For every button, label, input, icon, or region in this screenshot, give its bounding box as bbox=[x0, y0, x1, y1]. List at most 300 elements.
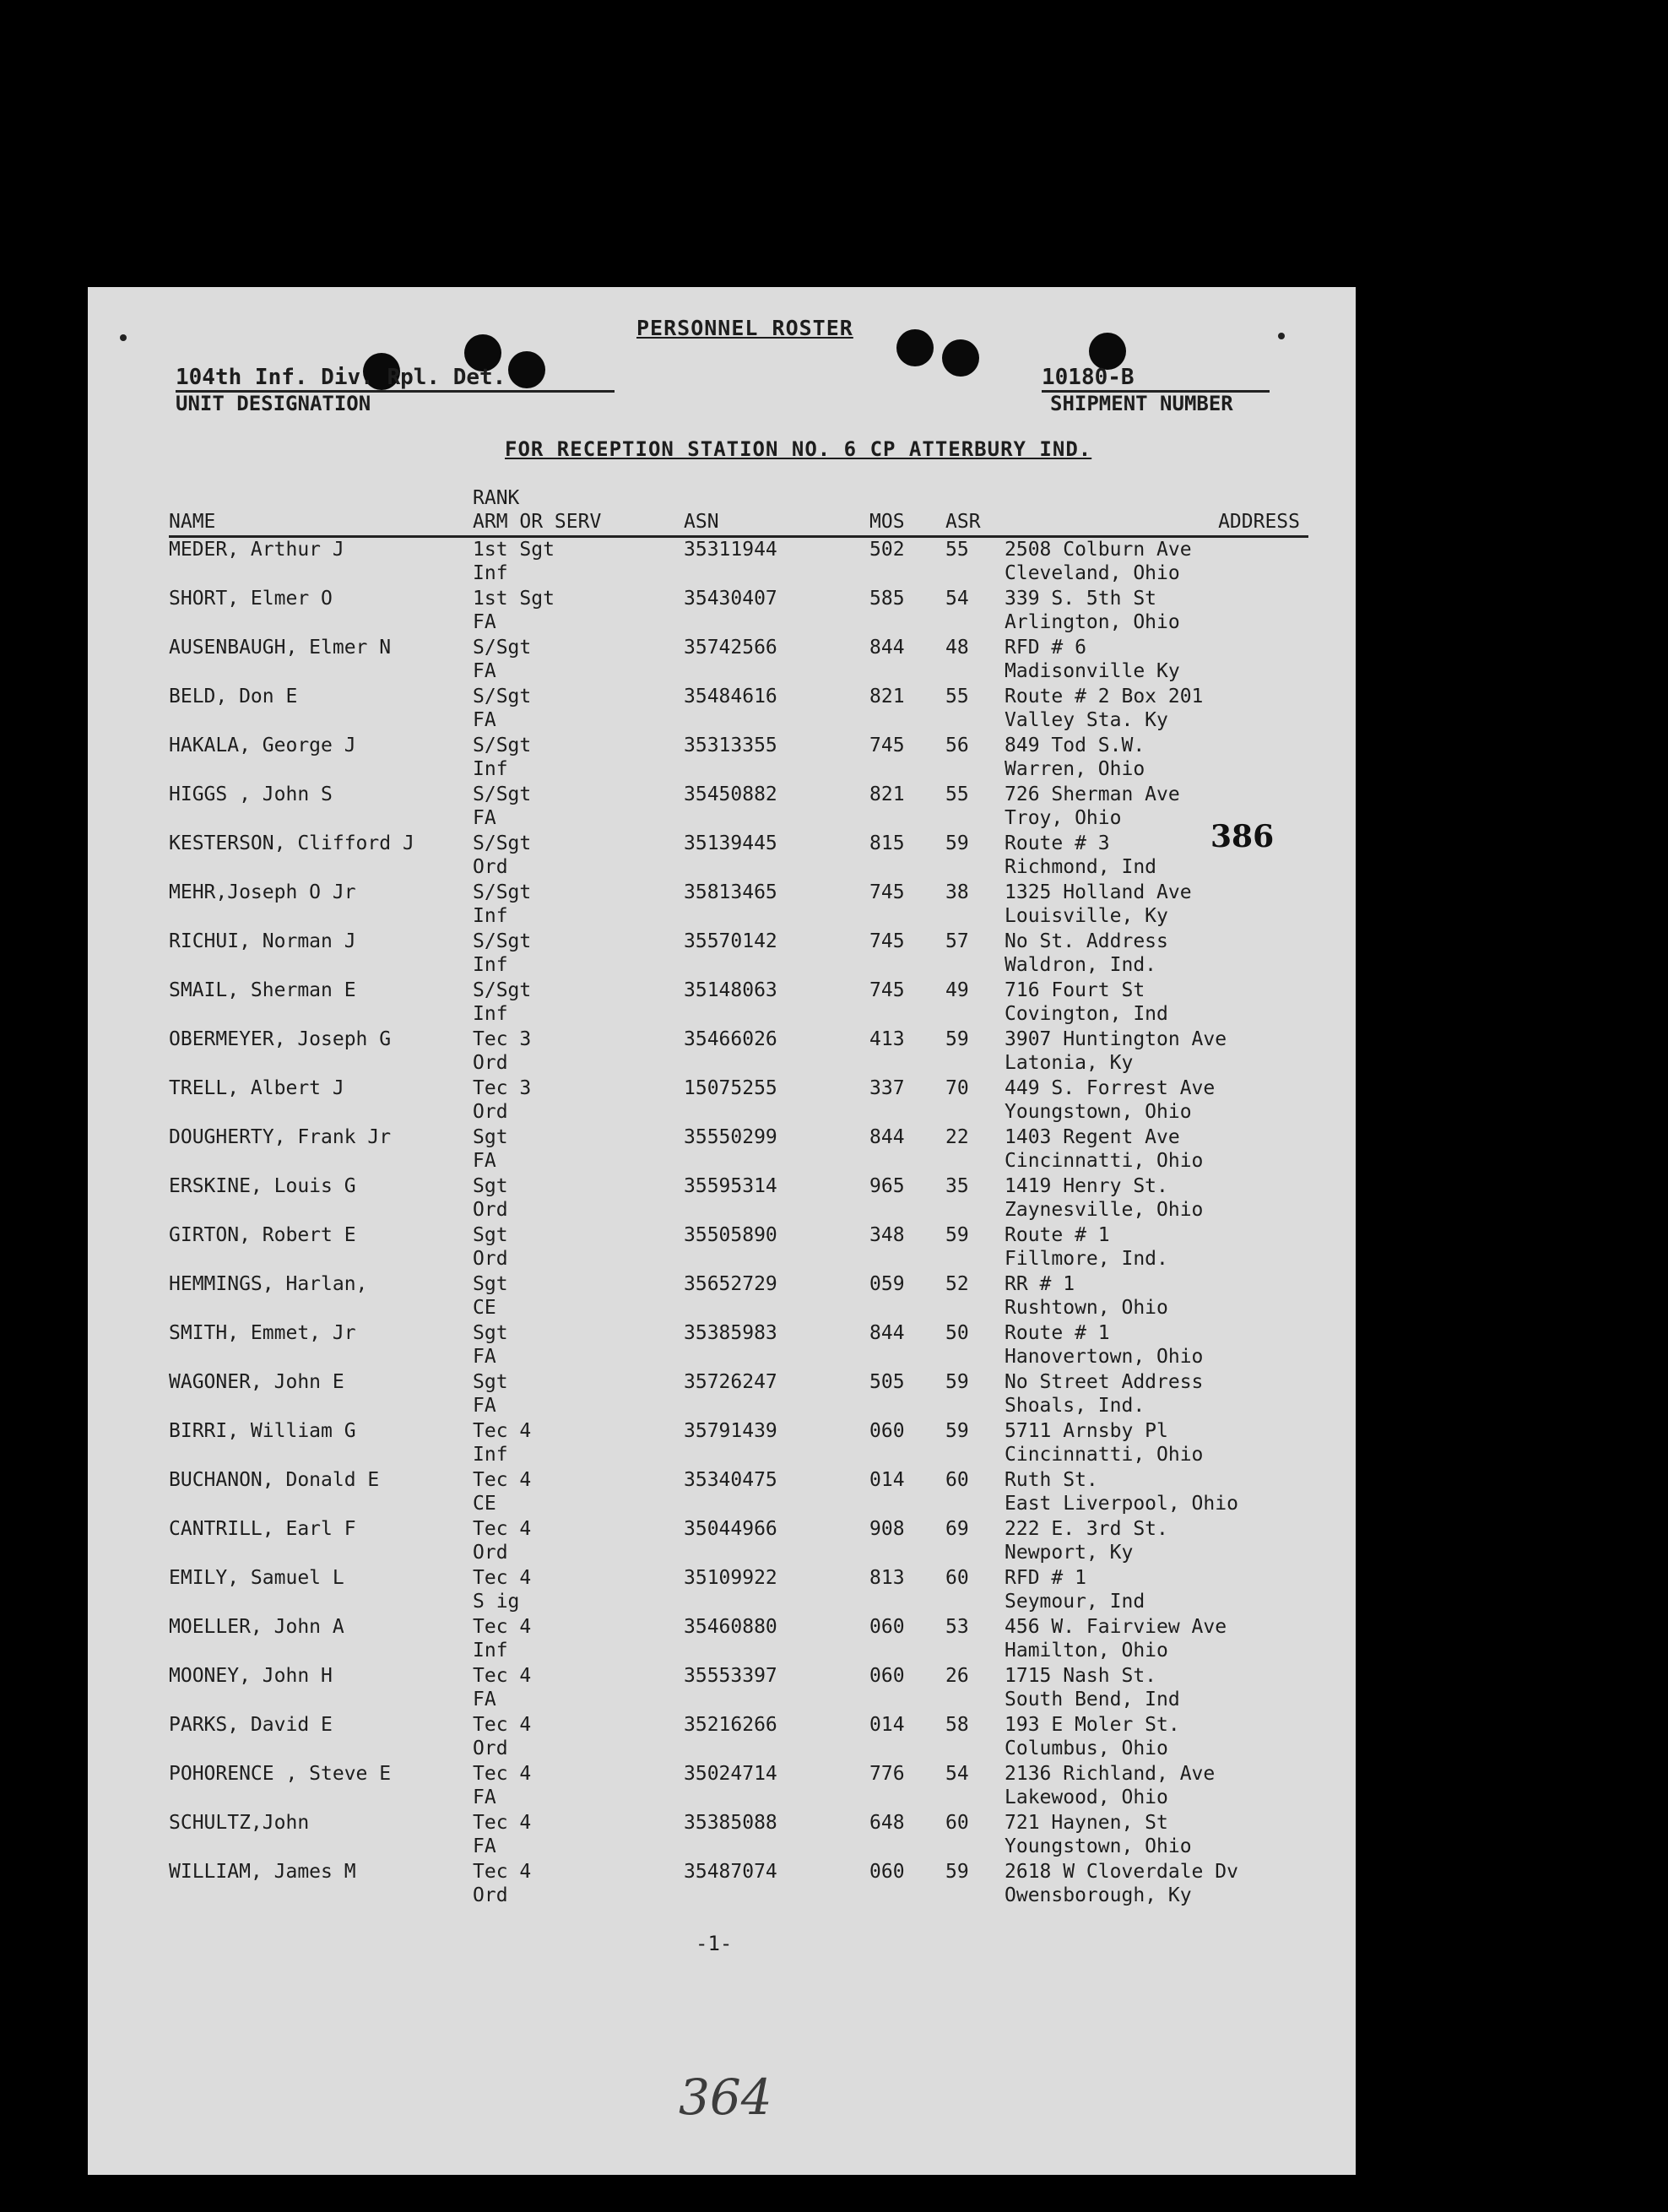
name-cell bbox=[169, 1517, 473, 1566]
soldier-arm: Inf bbox=[473, 954, 508, 976]
asn-cell bbox=[684, 1370, 869, 1419]
addr-cell bbox=[1005, 1566, 1308, 1615]
soldier-asn: 35505890 bbox=[684, 1224, 777, 1246]
address-line-1: 1419 Henry St. bbox=[1005, 1175, 1168, 1197]
asn-cell bbox=[684, 537, 869, 588]
asr-cell bbox=[945, 881, 1005, 930]
speck bbox=[1278, 333, 1285, 339]
soldier-rank: Tec 4 bbox=[473, 1861, 532, 1883]
soldier-rank: Sgt bbox=[473, 1273, 508, 1295]
mos-cell bbox=[869, 1468, 945, 1517]
mos-cell bbox=[869, 979, 945, 1027]
address-line-1: 193 E Moler St. bbox=[1005, 1714, 1180, 1736]
address-line-2: Lakewood, Ohio bbox=[1005, 1786, 1168, 1808]
soldier-name: TRELL, Albert J bbox=[169, 1077, 344, 1099]
soldier-name: OBERMEYER, Joseph G bbox=[169, 1028, 392, 1050]
address-line-1: 222 E. 3rd St. bbox=[1005, 1518, 1168, 1540]
soldier-asr: 48 bbox=[945, 637, 969, 659]
soldier-mos: 844 bbox=[869, 1126, 905, 1148]
soldier-name: RICHUI, Norman J bbox=[169, 930, 356, 952]
mos-cell bbox=[869, 537, 945, 588]
rank-cell bbox=[473, 1321, 684, 1370]
address-line-2: Richmond, Ind bbox=[1005, 856, 1157, 878]
addr-cell bbox=[1005, 1517, 1308, 1566]
soldier-mos: 745 bbox=[869, 930, 905, 952]
asn-cell bbox=[684, 1076, 869, 1125]
soldier-asr: 70 bbox=[945, 1077, 969, 1099]
address-line-1: 3907 Huntington Ave bbox=[1005, 1028, 1227, 1050]
table-row bbox=[169, 832, 1308, 881]
asn-cell bbox=[684, 1419, 869, 1468]
name-cell bbox=[169, 1125, 473, 1174]
soldier-asn: 35466026 bbox=[684, 1028, 777, 1050]
address-line-1: RR # 1 bbox=[1005, 1273, 1075, 1295]
soldier-asn: 35813465 bbox=[684, 881, 777, 903]
col-rank-header bbox=[473, 486, 684, 537]
rank-cell bbox=[473, 783, 684, 832]
soldier-name: SMITH, Emmet, Jr bbox=[169, 1322, 356, 1344]
handwritten-number: 364 bbox=[679, 2068, 772, 2126]
asr-cell bbox=[945, 832, 1005, 881]
soldier-name: MOELLER, John A bbox=[169, 1616, 344, 1638]
addr-cell bbox=[1005, 1664, 1308, 1713]
soldier-mos: 060 bbox=[869, 1616, 905, 1638]
asn-cell bbox=[684, 1566, 869, 1615]
soldier-arm: FA bbox=[473, 1786, 496, 1808]
soldier-name: PARKS, David E bbox=[169, 1714, 333, 1736]
soldier-asn: 35313355 bbox=[684, 735, 777, 756]
soldier-asn: 35550299 bbox=[684, 1126, 777, 1148]
soldier-mos: 908 bbox=[869, 1518, 905, 1540]
name-cell bbox=[169, 783, 473, 832]
address-line-1: Route # 1 bbox=[1005, 1322, 1110, 1344]
name-cell bbox=[169, 979, 473, 1027]
addr-cell bbox=[1005, 537, 1308, 588]
soldier-asr: 69 bbox=[945, 1518, 969, 1540]
name-cell bbox=[169, 1664, 473, 1713]
table-row bbox=[169, 1811, 1308, 1860]
soldier-asn: 35340475 bbox=[684, 1469, 777, 1491]
soldier-asr: 53 bbox=[945, 1616, 969, 1638]
soldier-mos: 815 bbox=[869, 832, 905, 854]
asr-cell bbox=[945, 734, 1005, 783]
soldier-name: BUCHANON, Donald E bbox=[169, 1469, 380, 1491]
soldier-arm: Inf bbox=[473, 1003, 508, 1025]
soldier-arm: CE bbox=[473, 1297, 496, 1319]
col-name-header: NAME bbox=[169, 486, 473, 537]
soldier-asr: 22 bbox=[945, 1126, 969, 1148]
address-line-2: Fillmore, Ind. bbox=[1005, 1248, 1168, 1270]
soldier-asr: 26 bbox=[945, 1665, 969, 1687]
addr-cell bbox=[1005, 1713, 1308, 1762]
soldier-rank: Sgt bbox=[473, 1126, 508, 1148]
name-cell bbox=[169, 1762, 473, 1811]
soldier-asn: 35139445 bbox=[684, 832, 777, 854]
soldier-rank: Sgt bbox=[473, 1175, 508, 1197]
asr-cell bbox=[945, 537, 1005, 588]
address-line-2: Cincinnatti, Ohio bbox=[1005, 1150, 1204, 1172]
asn-cell bbox=[684, 783, 869, 832]
table-row bbox=[169, 1027, 1308, 1076]
rank-cell bbox=[473, 1664, 684, 1713]
asn-cell bbox=[684, 1321, 869, 1370]
soldier-mos: 348 bbox=[869, 1224, 905, 1246]
asr-cell bbox=[945, 1713, 1005, 1762]
soldier-arm: Ord bbox=[473, 1199, 508, 1221]
mos-cell bbox=[869, 1664, 945, 1713]
soldier-arm: Ord bbox=[473, 856, 508, 878]
soldier-mos: 014 bbox=[869, 1714, 905, 1736]
asn-cell bbox=[684, 1272, 869, 1321]
soldier-name: HEMMINGS, Harlan, bbox=[169, 1273, 368, 1295]
mos-cell bbox=[869, 1517, 945, 1566]
asr-cell bbox=[945, 930, 1005, 979]
soldier-arm: Inf bbox=[473, 905, 508, 927]
soldier-arm: FA bbox=[473, 807, 496, 829]
asr-cell bbox=[945, 1566, 1005, 1615]
shipment-number-label: SHIPMENT NUMBER bbox=[1050, 392, 1233, 415]
rank-cell bbox=[473, 734, 684, 783]
address-line-2: Rushtown, Ohio bbox=[1005, 1297, 1168, 1319]
soldier-name: SHORT, Elmer O bbox=[169, 588, 333, 610]
rank-cell bbox=[473, 1272, 684, 1321]
soldier-mos: 060 bbox=[869, 1665, 905, 1687]
soldier-mos: 844 bbox=[869, 1322, 905, 1344]
name-cell bbox=[169, 685, 473, 734]
address-line-2: Owensborough, Ky bbox=[1005, 1884, 1192, 1906]
soldier-mos: 060 bbox=[869, 1861, 905, 1883]
table-row bbox=[169, 1664, 1308, 1713]
asn-cell bbox=[684, 881, 869, 930]
table-row bbox=[169, 979, 1308, 1027]
soldier-arm: Ord bbox=[473, 1101, 508, 1123]
soldier-asn: 35595314 bbox=[684, 1175, 777, 1197]
soldier-rank: Tec 4 bbox=[473, 1812, 532, 1834]
soldier-name: ERSKINE, Louis G bbox=[169, 1175, 356, 1197]
table-row bbox=[169, 685, 1308, 734]
soldier-asr: 55 bbox=[945, 539, 969, 561]
rank-cell bbox=[473, 685, 684, 734]
soldier-asn: 35450882 bbox=[684, 783, 777, 805]
address-line-2: Cincinnatti, Ohio bbox=[1005, 1444, 1204, 1466]
table-row bbox=[169, 1615, 1308, 1664]
soldier-asr: 59 bbox=[945, 1224, 969, 1246]
soldier-name: MEDER, Arthur J bbox=[169, 539, 344, 561]
soldier-asn: 35024714 bbox=[684, 1763, 777, 1785]
addr-cell bbox=[1005, 1419, 1308, 1468]
asn-cell bbox=[684, 734, 869, 783]
stamp-number: 386 bbox=[1210, 819, 1275, 854]
soldier-rank: S/Sgt bbox=[473, 832, 532, 854]
table-row bbox=[169, 1370, 1308, 1419]
soldier-name: SCHULTZ,John bbox=[169, 1812, 310, 1834]
punch-hole-5 bbox=[942, 339, 979, 377]
soldier-asn: 35791439 bbox=[684, 1420, 777, 1442]
address-line-1: 849 Tod S.W. bbox=[1005, 735, 1145, 756]
col-rank-top-label: RANK bbox=[473, 487, 520, 509]
address-line-1: 716 Fourt St bbox=[1005, 979, 1145, 1001]
address-line-2: Cleveland, Ohio bbox=[1005, 562, 1180, 584]
table-row bbox=[169, 1419, 1308, 1468]
rank-cell bbox=[473, 1419, 684, 1468]
soldier-name: WAGONER, John E bbox=[169, 1371, 344, 1393]
asn-cell bbox=[684, 1762, 869, 1811]
address-line-2: Troy, Ohio bbox=[1005, 807, 1122, 829]
asn-cell bbox=[684, 1027, 869, 1076]
table-row bbox=[169, 1468, 1308, 1517]
asn-cell bbox=[684, 1664, 869, 1713]
reception-station-heading: FOR RECEPTION STATION NO. 6 CP ATTERBURY IND. bbox=[505, 437, 1092, 461]
rank-cell bbox=[473, 1811, 684, 1860]
soldier-asr: 59 bbox=[945, 1861, 969, 1883]
header-row bbox=[169, 486, 1308, 537]
soldier-rank: Tec 4 bbox=[473, 1420, 532, 1442]
soldier-rank: Tec 4 bbox=[473, 1665, 532, 1687]
address-line-2: Youngstown, Ohio bbox=[1005, 1835, 1192, 1857]
soldier-rank: Tec 4 bbox=[473, 1763, 532, 1785]
addr-cell bbox=[1005, 930, 1308, 979]
rank-cell bbox=[473, 636, 684, 685]
soldier-arm: S ig bbox=[473, 1591, 520, 1613]
soldier-mos: 745 bbox=[869, 979, 905, 1001]
address-line-2: South Bend, Ind bbox=[1005, 1689, 1180, 1711]
soldier-arm: Ord bbox=[473, 1248, 508, 1270]
mos-cell bbox=[869, 1713, 945, 1762]
address-line-1: 456 W. Fairview Ave bbox=[1005, 1616, 1227, 1638]
mos-cell bbox=[869, 1615, 945, 1664]
address-line-2: Youngstown, Ohio bbox=[1005, 1101, 1192, 1123]
address-line-1: 726 Sherman Ave bbox=[1005, 783, 1180, 805]
addr-cell bbox=[1005, 685, 1308, 734]
mos-cell bbox=[869, 1762, 945, 1811]
soldier-rank: Tec 3 bbox=[473, 1077, 532, 1099]
soldier-mos: 060 bbox=[869, 1420, 905, 1442]
soldier-mos: 502 bbox=[869, 539, 905, 561]
soldier-arm: FA bbox=[473, 1689, 496, 1711]
name-cell bbox=[169, 636, 473, 685]
soldier-asr: 60 bbox=[945, 1567, 969, 1589]
soldier-name: AUSENBAUGH, Elmer N bbox=[169, 637, 392, 659]
soldier-rank: S/Sgt bbox=[473, 686, 532, 708]
addr-cell bbox=[1005, 1860, 1308, 1909]
asn-cell bbox=[684, 1468, 869, 1517]
asn-cell bbox=[684, 832, 869, 881]
soldier-rank: S/Sgt bbox=[473, 881, 532, 903]
soldier-arm: Inf bbox=[473, 562, 508, 584]
mos-cell bbox=[869, 1125, 945, 1174]
col-asn-header: ASN bbox=[684, 486, 869, 537]
address-line-2: Shoals, Ind. bbox=[1005, 1395, 1145, 1417]
address-line-1: Ruth St. bbox=[1005, 1469, 1098, 1491]
addr-cell bbox=[1005, 881, 1308, 930]
name-cell bbox=[169, 1419, 473, 1468]
table-row bbox=[169, 1517, 1308, 1566]
soldier-asr: 50 bbox=[945, 1322, 969, 1344]
rank-cell bbox=[473, 1370, 684, 1419]
table-row bbox=[169, 1566, 1308, 1615]
asr-cell bbox=[945, 1027, 1005, 1076]
soldier-mos: 776 bbox=[869, 1763, 905, 1785]
rank-cell bbox=[473, 979, 684, 1027]
addr-cell bbox=[1005, 1370, 1308, 1419]
addr-cell bbox=[1005, 1762, 1308, 1811]
asr-cell bbox=[945, 783, 1005, 832]
name-cell bbox=[169, 1370, 473, 1419]
soldier-arm: Ord bbox=[473, 1542, 508, 1564]
soldier-arm: CE bbox=[473, 1493, 496, 1515]
addr-cell bbox=[1005, 734, 1308, 783]
soldier-asr: 54 bbox=[945, 588, 969, 610]
table-row bbox=[169, 1762, 1308, 1811]
mos-cell bbox=[869, 930, 945, 979]
asr-cell bbox=[945, 1664, 1005, 1713]
soldier-asn: 35460880 bbox=[684, 1616, 777, 1638]
table-row bbox=[169, 1076, 1308, 1125]
asn-cell bbox=[684, 685, 869, 734]
roster-body bbox=[169, 537, 1308, 1910]
address-line-2: Madisonville Ky bbox=[1005, 660, 1180, 682]
soldier-rank: S/Sgt bbox=[473, 783, 532, 805]
soldier-rank: Sgt bbox=[473, 1371, 508, 1393]
address-line-2: Louisville, Ky bbox=[1005, 905, 1168, 927]
rank-cell bbox=[473, 930, 684, 979]
addr-cell bbox=[1005, 1811, 1308, 1860]
mos-cell bbox=[869, 734, 945, 783]
table-row bbox=[169, 930, 1308, 979]
mos-cell bbox=[869, 1076, 945, 1125]
address-line-1: Route # 1 bbox=[1005, 1224, 1110, 1246]
rank-cell bbox=[473, 1223, 684, 1272]
mos-cell bbox=[869, 1321, 945, 1370]
soldier-asr: 58 bbox=[945, 1714, 969, 1736]
addr-cell bbox=[1005, 1468, 1308, 1517]
soldier-asn: 35109922 bbox=[684, 1567, 777, 1589]
table-row bbox=[169, 881, 1308, 930]
name-cell bbox=[169, 1566, 473, 1615]
address-line-1: Route # 3 bbox=[1005, 832, 1110, 854]
soldier-mos: 585 bbox=[869, 588, 905, 610]
rank-cell bbox=[473, 1762, 684, 1811]
address-line-1: 2508 Colburn Ave bbox=[1005, 539, 1192, 561]
soldier-arm: Inf bbox=[473, 758, 508, 780]
asn-cell bbox=[684, 1860, 869, 1909]
shipment-number-value: 10180-B bbox=[1042, 365, 1270, 393]
soldier-asn: 35652729 bbox=[684, 1273, 777, 1295]
roster-sheet bbox=[88, 287, 1356, 2175]
rank-cell bbox=[473, 1468, 684, 1517]
mos-cell bbox=[869, 832, 945, 881]
table-row bbox=[169, 537, 1308, 588]
table-row bbox=[169, 1272, 1308, 1321]
punch-hole-4 bbox=[896, 329, 934, 366]
asr-cell bbox=[945, 1223, 1005, 1272]
soldier-name: HAKALA, George J bbox=[169, 735, 356, 756]
soldier-mos: 821 bbox=[869, 783, 905, 805]
soldier-asr: 56 bbox=[945, 735, 969, 756]
address-line-1: No Street Address bbox=[1005, 1371, 1204, 1393]
soldier-asn: 35484616 bbox=[684, 686, 777, 708]
mos-cell bbox=[869, 1223, 945, 1272]
col-asr-header: ASR bbox=[945, 486, 1005, 537]
address-line-1: 339 S. 5th St bbox=[1005, 588, 1157, 610]
name-cell bbox=[169, 587, 473, 636]
name-cell bbox=[169, 537, 473, 588]
col-mos-header: MOS bbox=[869, 486, 945, 537]
soldier-asr: 49 bbox=[945, 979, 969, 1001]
asn-cell bbox=[684, 636, 869, 685]
soldier-rank: Tec 4 bbox=[473, 1616, 532, 1638]
soldier-mos: 745 bbox=[869, 735, 905, 756]
asn-cell bbox=[684, 1615, 869, 1664]
asr-cell bbox=[945, 685, 1005, 734]
asn-cell bbox=[684, 587, 869, 636]
soldier-asr: 55 bbox=[945, 783, 969, 805]
addr-cell bbox=[1005, 1272, 1308, 1321]
name-cell bbox=[169, 734, 473, 783]
address-line-2: Hanovertown, Ohio bbox=[1005, 1346, 1204, 1368]
soldier-rank: 1st Sgt bbox=[473, 588, 555, 610]
mos-cell bbox=[869, 783, 945, 832]
rank-cell bbox=[473, 832, 684, 881]
soldier-asn: 35726247 bbox=[684, 1371, 777, 1393]
soldier-asr: 35 bbox=[945, 1175, 969, 1197]
soldier-asn: 35216266 bbox=[684, 1714, 777, 1736]
table-row bbox=[169, 1223, 1308, 1272]
soldier-name: GIRTON, Robert E bbox=[169, 1224, 356, 1246]
rank-cell bbox=[473, 1517, 684, 1566]
addr-cell bbox=[1005, 1223, 1308, 1272]
address-line-2: Arlington, Ohio bbox=[1005, 611, 1180, 633]
asn-cell bbox=[684, 1125, 869, 1174]
soldier-mos: 413 bbox=[869, 1028, 905, 1050]
rank-cell bbox=[473, 537, 684, 588]
soldier-arm: Ord bbox=[473, 1884, 508, 1906]
soldier-asr: 54 bbox=[945, 1763, 969, 1785]
asr-cell bbox=[945, 587, 1005, 636]
soldier-name: KESTERSON, Clifford J bbox=[169, 832, 414, 854]
soldier-arm: FA bbox=[473, 1346, 496, 1368]
soldier-asn: 15075255 bbox=[684, 1077, 777, 1099]
address-line-2: Waldron, Ind. bbox=[1005, 954, 1157, 976]
soldier-asn: 35553397 bbox=[684, 1665, 777, 1687]
asr-cell bbox=[945, 1811, 1005, 1860]
soldier-asn: 35311944 bbox=[684, 539, 777, 561]
asr-cell bbox=[945, 1076, 1005, 1125]
asr-cell bbox=[945, 1517, 1005, 1566]
soldier-mos: 844 bbox=[869, 637, 905, 659]
address-line-2: Columbus, Ohio bbox=[1005, 1738, 1168, 1759]
soldier-name: MEHR,Joseph O Jr bbox=[169, 881, 356, 903]
table-row bbox=[169, 1321, 1308, 1370]
soldier-name: MOONEY, John H bbox=[169, 1665, 333, 1687]
roster-table bbox=[169, 486, 1308, 1909]
address-line-2: Newport, Ky bbox=[1005, 1542, 1134, 1564]
soldier-asr: 59 bbox=[945, 1420, 969, 1442]
soldier-asn: 35385983 bbox=[684, 1322, 777, 1344]
soldier-asr: 59 bbox=[945, 1028, 969, 1050]
soldier-asr: 57 bbox=[945, 930, 969, 952]
address-line-1: 2136 Richland, Ave bbox=[1005, 1763, 1216, 1785]
asn-cell bbox=[684, 1174, 869, 1223]
soldier-rank: S/Sgt bbox=[473, 979, 532, 1001]
asr-cell bbox=[945, 1419, 1005, 1468]
soldier-rank: Tec 4 bbox=[473, 1567, 532, 1589]
rank-cell bbox=[473, 1566, 684, 1615]
col-address-header: ADDRESS bbox=[1005, 486, 1308, 537]
soldier-rank: S/Sgt bbox=[473, 637, 532, 659]
soldier-rank: 1st Sgt bbox=[473, 539, 555, 561]
name-cell bbox=[169, 1174, 473, 1223]
